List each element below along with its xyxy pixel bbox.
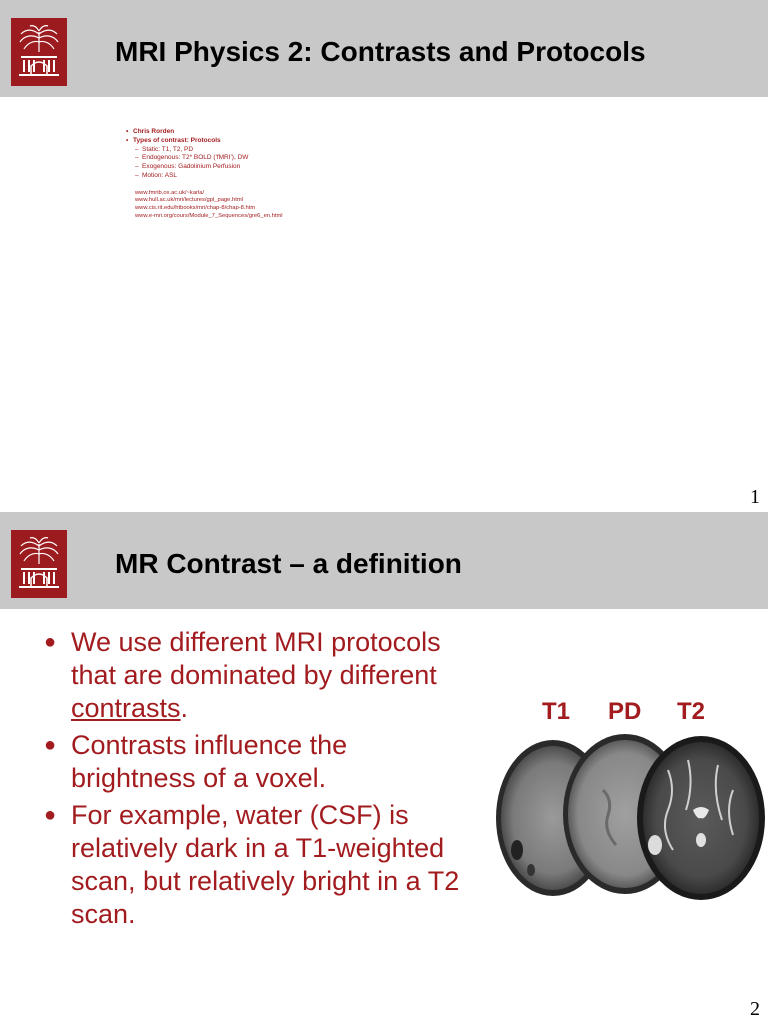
university-logo — [11, 18, 67, 86]
page-number: 2 — [750, 998, 760, 1020]
slide-header — [0, 0, 768, 97]
slide-title: MR Contrast – a definition — [115, 548, 462, 579]
slide-2 — [0, 512, 768, 1024]
contrasts-link[interactable]: contrasts — [71, 693, 181, 723]
reference-link[interactable]: www.fmrib.ox.ac.uk/~karla/ — [135, 189, 205, 196]
mri-contrast-figure — [493, 698, 768, 910]
reference-link[interactable]: www.cis.rit.edu/htbooks/mri/chap-8/chap-8.htm — [135, 205, 256, 212]
bullet-item: ● For example, water (CSF) is relatively dark in a T1-weighted scan, but relatively bright in a T2 scan. — [44, 799, 464, 931]
slide-title: MRI Physics 2: Contrasts and Protocols — [115, 36, 646, 67]
slide-header — [0, 512, 768, 609]
outline-subitem: – Motion: ASL — [126, 172, 283, 181]
figure-label-t2: T2 — [677, 698, 706, 725]
outline-item-author: • Chris Rorden — [126, 128, 283, 137]
outline-subitem: – Endogenous: T2* BOLD ('fMRI'), DW — [126, 154, 283, 163]
figure-label-t1: T1 — [542, 698, 571, 725]
reference-link[interactable]: www.hull.ac.uk/mri/lectures/gpl_page.html — [135, 197, 243, 204]
reference-links — [126, 190, 283, 221]
bullet-item: ● Contrasts influence the brightness of a voxel. — [44, 729, 464, 795]
university-logo — [11, 530, 67, 598]
outline-subitem: – Exogenous: Gadolinium Perfusion — [126, 163, 283, 172]
figure-label-pd: PD — [608, 698, 642, 725]
bullet-list — [44, 626, 464, 935]
outline-item-types: • Types of contrast: Protocols — [126, 137, 283, 146]
reference-link[interactable]: www.e-mri.org/cours/Module_7_Sequences/gre6_en.html — [135, 213, 283, 220]
slide-outline — [126, 128, 283, 221]
page-number: 1 — [750, 486, 760, 508]
outline-subitem: – Static: T1, T2, PD — [126, 146, 283, 155]
brain-scans-image — [493, 730, 768, 910]
bullet-item: ● We use different MRI protocols that are dominated by different contrasts. — [44, 626, 464, 725]
